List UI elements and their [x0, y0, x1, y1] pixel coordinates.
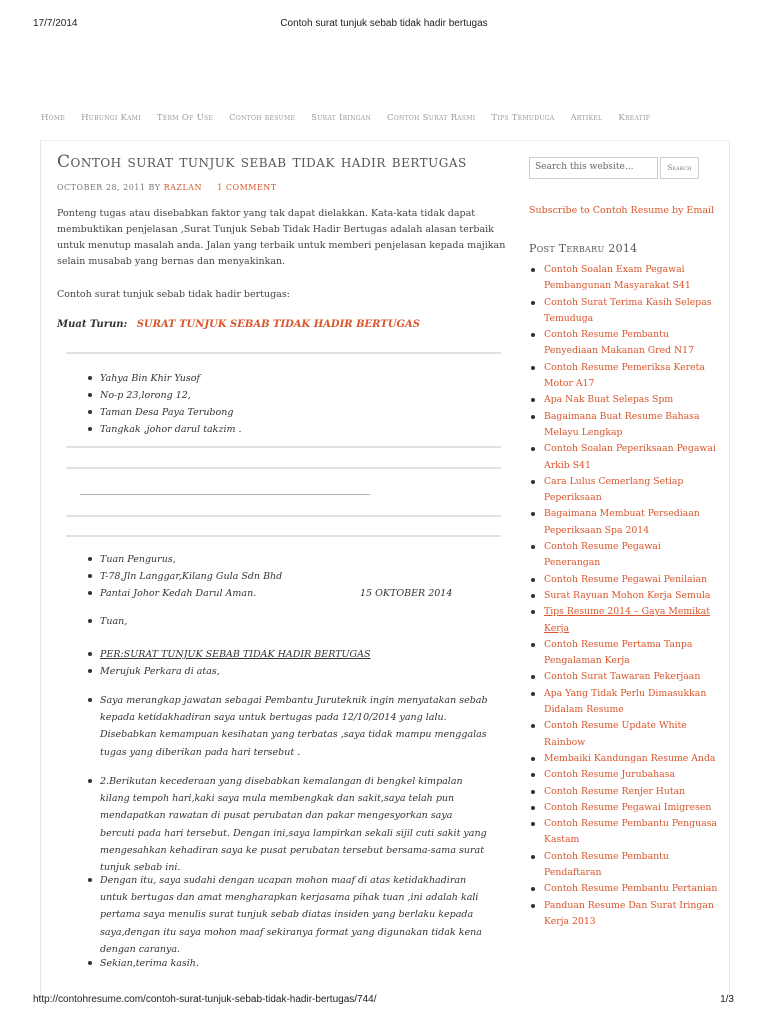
post-title: Contoh surat tunjuk sebab tidak hadir bertugas: [57, 152, 467, 172]
list-item: Taman Desa Paya Terubong: [88, 404, 488, 421]
recent-post-link[interactable]: Contoh Resume Pegawai Penilaian: [544, 573, 708, 585]
recent-post-link[interactable]: Contoh Soalan Peperiksaan Pegawai Arkib S41: [544, 443, 716, 471]
list-item: [529, 572, 719, 588]
recent-post-link[interactable]: Contoh Resume Pertama Tanpa Pengalaman Kerja: [544, 638, 693, 667]
print-date: 17/7/2014: [33, 18, 78, 29]
print-footer: [0, 994, 768, 1008]
post-intro: Ponteng tugas atau disebabkan faktor yang tak dapat dielakkan. Kata-kata tidak dapat membuktikan penjelasan ,Surat Tunjuk Sebab Tidak Hadir Bertugas adalah alasan terbaik untuk menutup masalah anda. Jalan yang terbaik untuk memberi penjelasan kepada majikan selain musabab yang bernas dan menyakinkan.: [57, 208, 506, 267]
list-item: [529, 360, 719, 393]
recent-post-link[interactable]: Contoh Resume Pembantu Pertanian: [544, 883, 718, 895]
recent-post-link[interactable]: Contoh Surat Tawaran Pekerjaan: [544, 671, 701, 683]
list-item: [529, 800, 719, 816]
recent-post-link[interactable]: Contoh Resume Pemeriksa Kereta Motor A17: [544, 361, 705, 390]
list-item: [529, 767, 719, 783]
recent-post-link[interactable]: Contoh Resume Pembantu Pendaftaran: [544, 850, 669, 878]
closing-list: [88, 955, 488, 972]
divider: [66, 535, 501, 537]
recent-post-link[interactable]: Contoh Resume Jurubahasa: [544, 769, 675, 781]
list-item: [529, 784, 719, 800]
recipient-address: [88, 551, 488, 602]
recent-post-link[interactable]: Bagaimana Membuat Persediaan Peperiksaan Spa 2014: [544, 508, 700, 536]
subject-list: [88, 646, 488, 680]
recent-post-link[interactable]: Bagaimana Buat Resume Bahasa Melayu Lengkap: [544, 410, 700, 438]
post-author-link[interactable]: RAZLAN: [163, 183, 203, 192]
list-item: [529, 849, 719, 882]
post-date: OCTOBER 28, 2011 BY: [57, 183, 161, 192]
list-item: [88, 585, 488, 602]
post-lead: Contoh surat tunjuk sebab tidak hadir bertugas:: [57, 289, 290, 300]
recipient-line: Pantai Johor Kedah Darul Aman.: [100, 588, 257, 599]
recent-post-link[interactable]: Contoh Resume Renjer Hutan: [544, 785, 686, 797]
list-item: [529, 604, 719, 637]
recent-post-link[interactable]: Apa Yang Tidak Perlu Dimasukkan Didalam Resume: [544, 687, 707, 716]
nav-contoh-resume[interactable]: Contoh resume: [229, 113, 296, 123]
list-item: [529, 262, 719, 295]
divider: [66, 515, 501, 517]
post-comments-link[interactable]: 1 COMMENT: [217, 183, 277, 192]
letter-reference: Merujuk Perkara di atas,: [88, 663, 488, 680]
nav-kreatif[interactable]: Kreatif: [618, 113, 651, 123]
list-item: [529, 718, 719, 751]
recent-post-link[interactable]: Surat Rayuan Mohon Kerja Semula: [544, 589, 711, 601]
list-item: [529, 637, 719, 670]
nav-home[interactable]: Home: [41, 113, 66, 123]
body-paragraph-3: [88, 872, 488, 958]
salutation-list: [88, 613, 488, 630]
divider: [66, 446, 501, 448]
list-item: [529, 409, 719, 442]
dash-line: _____________________________________________________________________: [80, 485, 370, 495]
search-input[interactable]: Search this website...: [529, 157, 658, 179]
list-item: Dengan itu, saya sudahi dengan ucapan mohon maaf di atas ketidakhadiran untuk bertugas dan amat mengharapkan kerjasama pihak tuan ,ini adalah kali pertama saya menulis surat tunjuk sebab diatas insiden yang berlaku kepada saya,dengan itu saya mohon maaf sekiranya format yang digunakan tidak kena dengan caranya.: [88, 872, 488, 958]
recent-post-link[interactable]: Membaiki Kandungan Resume Anda: [544, 752, 716, 764]
list-item: Yahya Bin Khir Yusof: [88, 370, 488, 387]
list-item: [529, 881, 719, 897]
nav-artikel[interactable]: Artikel: [570, 113, 603, 123]
list-item: 2.Berikutan kecederaan yang disebabkan kemalangan di bengkel kimpalan kilang tempoh hari,kaki saya mula membengkak dan sakit,saya telah pun mendapatkan rawatan di pusat perubatan dan pakar mengesyorkan saya bercuti pada hari tersebut. Dengan ini,saya lampirkan sekali sijil cuti sakit yang mengesahkan kehadiran saya ke pusat perubatan tersebut bersama-sama surat tunjuk sebab ini.: [88, 773, 488, 876]
recent-post-link[interactable]: Contoh Surat Terima Kasih Selepas Temuduga: [544, 296, 712, 324]
recent-post-link[interactable]: Cara Lulus Cemerlang Setiap Peperiksaan: [544, 475, 684, 504]
list-item: Tangkak ,johor darul takzim .: [88, 421, 488, 438]
body-paragraph-2: [88, 773, 488, 876]
list-item: [529, 327, 719, 360]
list-item: [529, 686, 719, 719]
recent-post-link[interactable]: Contoh Resume Pegawai Penerangan: [544, 541, 661, 569]
body-paragraph-1: [88, 692, 488, 761]
list-item: Tuan Pengurus,: [88, 551, 488, 568]
list-item: [529, 816, 719, 849]
download-link[interactable]: SURAT TUNJUK SEBAB TIDAK HADIR BERTUGAS: [136, 319, 420, 330]
list-item: [529, 898, 719, 931]
download-line: [57, 319, 420, 330]
list-item: [529, 441, 719, 474]
recent-post-link[interactable]: Contoh Resume Pembantu Penguasa Kastam: [544, 818, 717, 846]
subscribe-link[interactable]: Subscribe to Contoh Resume by Email: [529, 205, 715, 216]
letter-date: 15 OKTOBER 2014: [360, 588, 453, 599]
recent-post-link[interactable]: Contoh Resume Pegawai Imigresen: [544, 801, 712, 813]
nav-surat-iringan[interactable]: Surat Iringan: [311, 113, 372, 123]
list-item: T-78,Jln Langgar,Kilang Gula Sdn Bhd: [88, 568, 488, 585]
search-button[interactable]: Search: [660, 157, 699, 179]
recent-post-link[interactable]: Contoh Soalan Exam Pegawai Pembangunan Masyarakat S41: [544, 264, 691, 292]
letter-subject: PER:SURAT TUNJUK SEBAB TIDAK HADIR BERTUGAS: [88, 646, 488, 663]
list-item: [529, 669, 719, 685]
list-item: [529, 751, 719, 767]
recent-post-link[interactable]: Apa Nak Buat Selepas Spm: [544, 394, 674, 406]
closing: Sekian,terima kasih.: [88, 955, 488, 972]
nav-contoh-surat-rasmi[interactable]: Contoh Surat Rasmi: [387, 113, 476, 123]
nav-hubungi-kami[interactable]: Hubungi Kami: [81, 113, 141, 123]
list-item: [529, 506, 719, 539]
list-item: No-p 23,lorong 12,: [88, 387, 488, 404]
list-item: [529, 392, 719, 408]
list-item: [529, 474, 719, 507]
print-url: http://contohresume.com/contoh-surat-tunjuk-sebab-tidak-hadir-bertugas/744/: [33, 994, 377, 1005]
divider: [66, 352, 501, 354]
recent-post-link[interactable]: Contoh Resume Pembantu Penyediaan Makanan Gred N17: [544, 329, 694, 357]
sender-address: [88, 370, 488, 438]
salutation: Tuan,: [88, 613, 488, 630]
list-item: [529, 539, 719, 572]
recent-posts-title: Post Terbaru 2014: [529, 242, 638, 255]
print-title: Contoh surat tunjuk sebab tidak hadir bertugas: [280, 18, 488, 29]
list-item: Saya merangkap jawatan sebagai Pembantu Juruteknik ingin menyatakan sebab kepada ketidakhadiran saya untuk bertugas pada 12/10/2014 yang lalu. Disebabkan kemampuan kesihatan yang terbatas ,saya tidak mampu menggalas tugas yang diberikan pada hari tersebut .: [88, 692, 488, 761]
divider: [66, 467, 501, 469]
list-item: [529, 588, 719, 604]
post-meta: [57, 183, 277, 192]
recent-post-link[interactable]: Contoh Resume Update White Rainbow: [544, 720, 687, 748]
nav-tips-temuduga[interactable]: Tips Temuduga: [491, 113, 555, 123]
recent-posts-list: [529, 262, 719, 930]
main-nav: [41, 111, 741, 125]
print-header: [0, 18, 768, 32]
download-label: Muat Turun:: [57, 319, 128, 330]
recent-post-link[interactable]: Tips Resume 2014 – Gaya Memikat Kerja: [544, 606, 711, 634]
nav-term-of-use[interactable]: Term Of Use: [156, 113, 214, 123]
print-page-number: 1/3: [720, 994, 734, 1005]
recent-post-link[interactable]: Panduan Resume Dan Surat Iringan Kerja 2013: [544, 899, 714, 927]
list-item: [529, 295, 719, 328]
